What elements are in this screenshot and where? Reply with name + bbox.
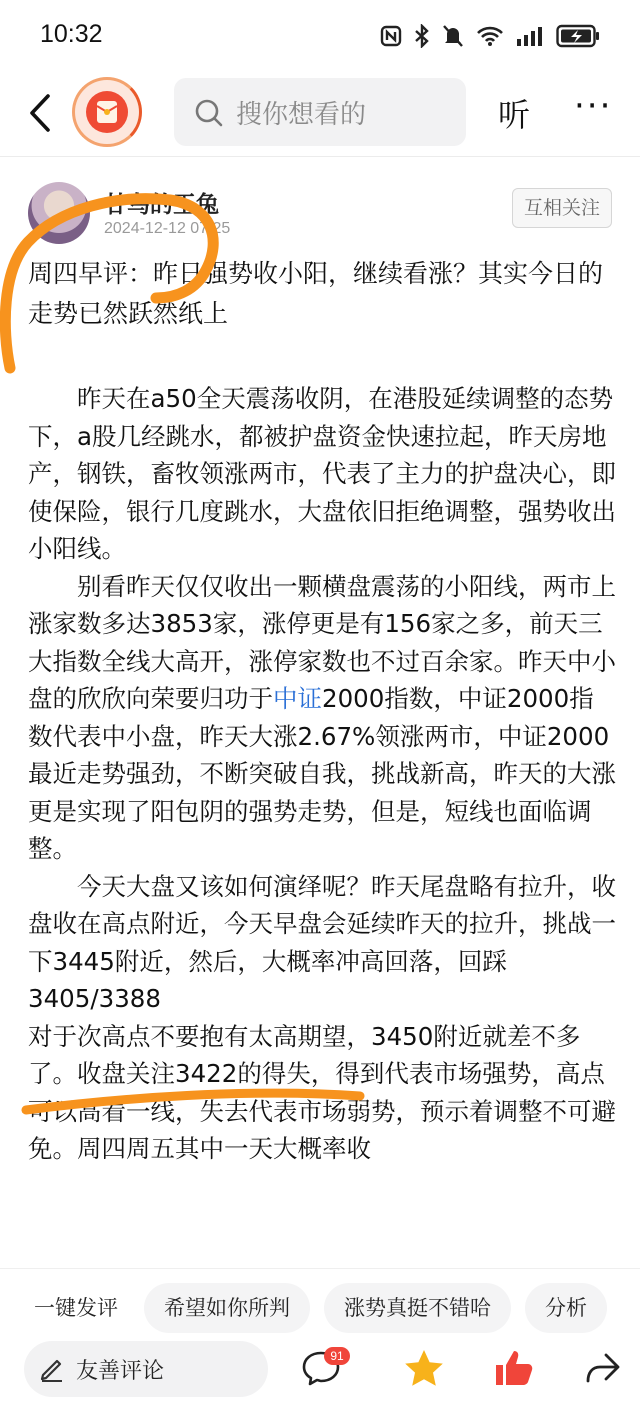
nav-divider [0,156,640,157]
signal-icon [516,25,544,47]
follow-button[interactable]: 互相关注 [512,188,612,228]
search-box[interactable] [174,78,466,146]
stock-index-link[interactable]: 中证 [273,684,322,713]
star-icon[interactable] [402,1347,446,1389]
status-icons [380,24,600,48]
status-bar [0,0,640,72]
comment-placeholder: 友善评论 [76,1359,165,1384]
article-paragraph: 对于次高点不要抱有太高期望，3450附近就差不多了。收盘关注3422的得失，得到代表市场强势，高点可以高看一线，失去代表市场弱势，预示着调整不可避免。周四周五其中一天大概率收 [28,1021,616,1163]
post-time: 2024-12-12 07:25 [104,220,231,237]
wifi-icon [476,25,504,47]
red-envelope-button[interactable] [72,77,142,147]
author-name[interactable]: 甘鸟的玉兔 [104,192,219,218]
more-button[interactable]: ··· [574,86,613,126]
nfc-icon [380,25,402,47]
article-title: 周四早评：昨日强势收小阳，继续看涨？其实今日的走势已然跃然纸上 [28,259,604,328]
article-paragraph [28,568,616,868]
article-body [28,380,616,1168]
quick-comment-chip[interactable]: 一键发评 [34,1296,118,1320]
quick-comment-list [18,1283,607,1333]
top-nav-bar [0,72,640,154]
like-icon[interactable] [492,1347,536,1389]
listen-button[interactable]: 听 [498,96,531,134]
author-avatar[interactable] [28,182,90,244]
mute-icon [442,24,464,48]
pen-icon [38,1355,66,1383]
bluetooth-icon [414,24,430,48]
search-placeholder: 搜你想看的 [236,100,367,130]
quick-comment-chip[interactable]: 涨势真挺不错哈 [324,1283,511,1333]
quick-comment-chip[interactable]: 分析 [525,1283,607,1333]
paragraph-text: 别看昨天仅仅收出一颗横盘震荡的小阳线，两市上涨家数多达3853家，涨停更是有156家之多，前天三大指数全线大高开，涨停家数也不过百余家。昨天中小盘的欣欣向荣要归功于 [28,571,616,713]
bottom-bar [0,1268,640,1406]
red-envelope-icon [86,91,128,133]
comment-input[interactable] [24,1341,268,1397]
quick-comment-chip[interactable]: 希望如你所判 [144,1283,310,1333]
share-icon[interactable] [582,1347,624,1389]
chevron-left-icon [22,88,62,138]
search-icon [194,98,224,128]
battery-charging-icon [556,24,600,48]
back-button[interactable] [22,88,62,138]
article-paragraph: 昨天在a50全天震荡收阴，在港股延续调整的态势下，a股几经跳水，都被护盘资金快速拉起，昨天房地产，钢铁，畜牧领涨两市，代表了主力的护盘决心，即使保险，银行几度跳水，大盘依旧拒绝调整，强势收出小阳线。 [28,384,616,563]
status-time: 10:32 [40,20,103,48]
paragraph-text: 2000指数，中证2000指数代表中小盘，昨天大涨2.67%领涨两市，中证2000最近走势强劲，不断突破自我，挑战新高，昨天的大涨更是实现了阳包阴的强势走势，但是，短线也面临调整。 [28,684,616,863]
article-paragraph: 今天大盘又该如何演绎呢？昨天尾盘略有拉升，收盘收在高点附近，今天早盘会延续昨天的拉升，挑战一下3445附近，然后，大概率冲高回落，回踩3405/3388 [28,871,616,1013]
comment-count-badge: 91 [324,1347,350,1365]
